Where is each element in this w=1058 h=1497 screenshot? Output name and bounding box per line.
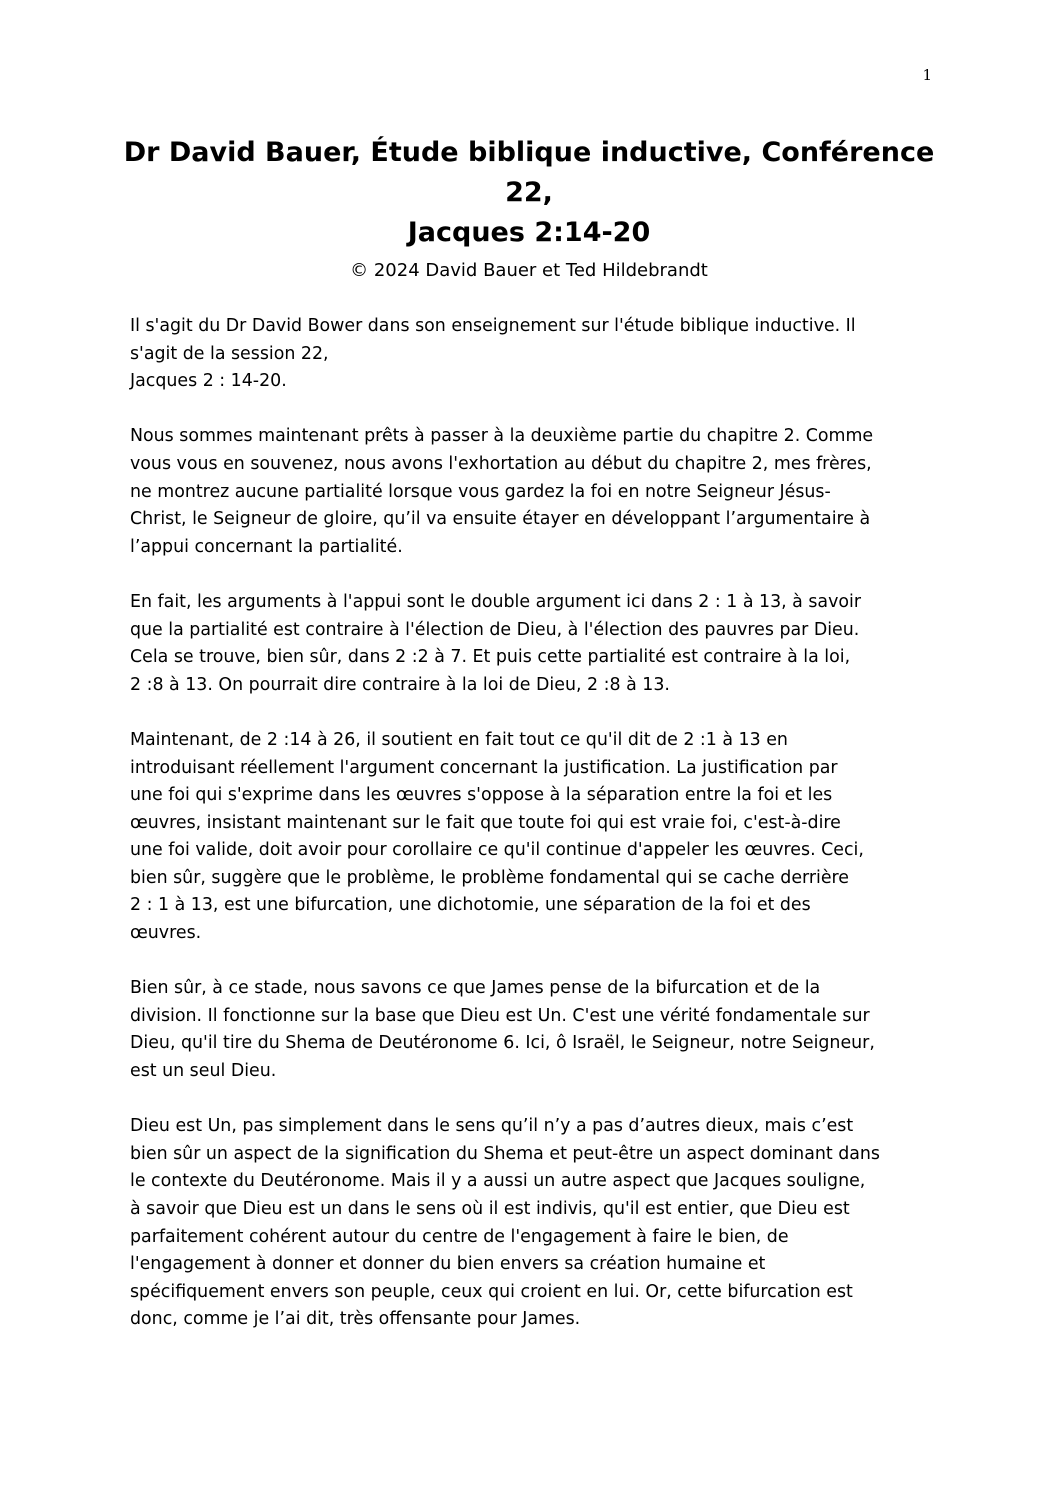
page-number: 1	[922, 66, 932, 84]
text-line: 2 : 1 à 13, est une bifurcation, une dichotomie, une séparation de la foi et des	[130, 895, 811, 916]
text-line: En fait, les arguments à l'appui sont le double argument ici dans 2 : 1 à 13, à savoir	[130, 591, 862, 612]
text-line: bien sûr, suggère que le problème, le problème fondamental qui se cache derrière	[130, 867, 850, 888]
text-line: Bien sûr, à ce stade, nous savons ce que James pense de la bifurcation et de la	[130, 978, 821, 999]
document-title	[100, 133, 958, 253]
paragraph-1	[130, 313, 940, 396]
text-line: Jacques 2 : 14-20.	[130, 371, 287, 392]
text-line: Nous sommes maintenant prêts à passer à la deuxième partie du chapitre 2. Comme	[130, 426, 874, 447]
text-line: l’appui concernant la partialité.	[130, 536, 403, 557]
text-line: Dieu est Un, pas simplement dans le sens qu’il n’y a pas d’autres dieux, mais c’est	[130, 1116, 854, 1137]
text-line: parfaitement cohérent autour du centre de l'engagement à faire le bien, de	[130, 1226, 789, 1247]
text-line: l'engagement à donner et donner du bien envers sa création humaine et	[130, 1254, 766, 1275]
text-line: Christ, le Seigneur de gloire, qu’il va ensuite étayer en développant l’argumentaire à	[130, 509, 871, 530]
paragraph-3	[130, 589, 940, 699]
document-body	[130, 313, 940, 1362]
text-line: spécifiquement envers son peuple, ceux qui croient en lui. Or, cette bifurcation est	[130, 1281, 853, 1302]
text-line: que la partialité est contraire à l'élection de Dieu, à l'élection des pauvres par Dieu.	[130, 619, 860, 640]
text-line: introduisant réellement l'argument concernant la justification. La justification par	[130, 757, 838, 778]
copyright-notice: © 2024 David Bauer et Ted Hildebrandt	[350, 260, 708, 281]
title-line-3: Jacques 2:14-20	[407, 217, 651, 248]
text-line: Maintenant, de 2 :14 à 26, il soutient en fait tout ce qu'il dit de 2 :1 à 13 en	[130, 729, 788, 750]
text-line: s'agit de la session 22,	[130, 343, 329, 364]
text-line: est un seul Dieu.	[130, 1061, 277, 1082]
text-line: ne montrez aucune partialité lorsque vous gardez la foi en notre Seigneur Jésus-	[130, 481, 831, 502]
text-line: une foi qui s'exprime dans les œuvres s'oppose à la séparation entre la foi et les	[130, 785, 833, 806]
text-line: une foi valide, doit avoir pour corollaire ce qu'il continue d'appeler les œuvres. Ceci,	[130, 840, 864, 861]
title-line-1: Dr David Bauer, Étude biblique inductive, Conférence	[123, 137, 935, 168]
paragraph-6	[130, 1113, 940, 1334]
text-line: œuvres.	[130, 923, 202, 944]
text-line: division. Il fonctionne sur la base que Dieu est Un. C'est une vérité fondamentale sur	[130, 1005, 870, 1026]
title-line-2: 22,	[505, 177, 553, 208]
text-line: donc, comme je l’ai dit, très offensante pour James.	[130, 1309, 581, 1330]
text-line: bien sûr un aspect de la signification du Shema et peut-être un aspect dominant dans	[130, 1143, 880, 1164]
text-line: 2 :8 à 13. On pourrait dire contraire à la loi de Dieu, 2 :8 à 13.	[130, 674, 670, 695]
text-line: le contexte du Deutéronome. Mais il y a aussi un autre aspect que Jacques souligne,	[130, 1171, 866, 1192]
text-line: Dieu, qu'il tire du Shema de Deutéronome 6. Ici, ô Israël, le Seigneur, notre Seigneur,	[130, 1033, 875, 1054]
text-line: Il s'agit du Dr David Bower dans son enseignement sur l'étude biblique inductive. Il	[130, 316, 856, 336]
text-line: œuvres, insistant maintenant sur le fait que toute foi qui est vraie foi, c'est-à-dire	[130, 812, 841, 833]
paragraph-5	[130, 975, 940, 1085]
paragraph-4	[130, 727, 940, 948]
text-line: vous vous en souvenez, nous avons l'exhortation au début du chapitre 2, mes frères,	[130, 453, 872, 474]
paragraph-2	[130, 423, 940, 561]
text-line: Cela se trouve, bien sûr, dans 2 :2 à 7. Et puis cette partialité est contraire à la loi,	[130, 647, 851, 668]
text-line: à savoir que Dieu est un dans le sens où il est indivis, qu'il est entier, que Dieu est	[130, 1199, 850, 1219]
